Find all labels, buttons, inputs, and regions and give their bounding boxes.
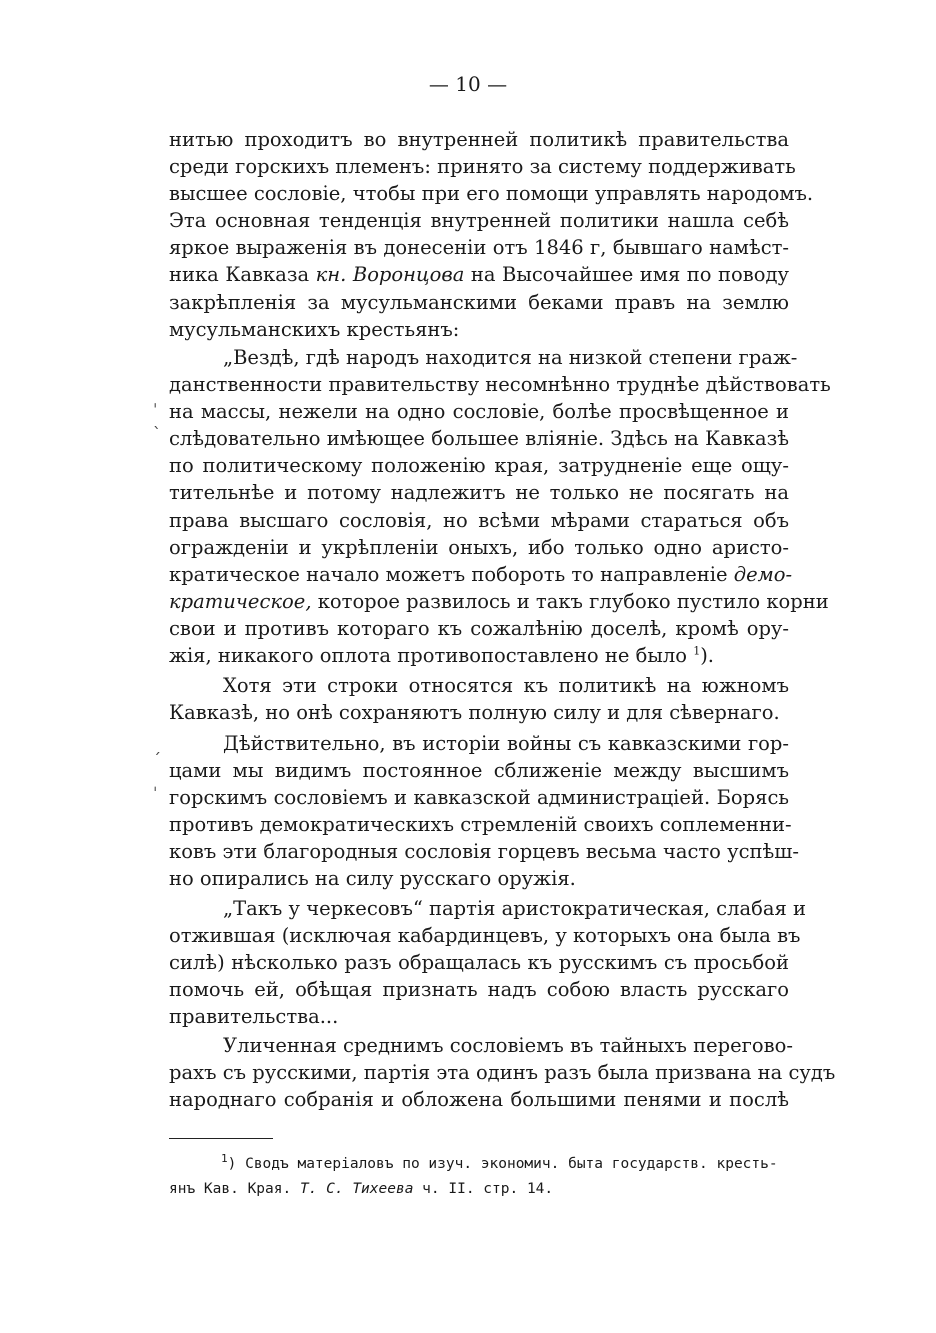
text-line: среди горскихъ племенъ: принято за систему поддерживать [169,155,796,179]
text-line [169,588,829,615]
text-line: горскимъ сословіемъ и кавказской администраціей. Борясь [169,786,789,810]
text-line: закрѣпленія за мусульманскими беками правъ на землю [169,290,789,314]
text-line: силѣ) нѣсколько разъ обращалась къ русскимъ съ просьбой [169,951,789,975]
text-line: на массы, нежели на одно сословіе, болѣе просвѣщенное и [169,400,789,424]
text-line: слѣдовательно имѣющее большее вліяніе. Здѣсь на Кавказѣ [169,427,789,451]
paragraph-3 [169,730,799,893]
text-line: народнаго собранія и обложена большими пенями и послѣ [169,1088,789,1112]
text-segment: ника Кавказа [169,263,316,287]
footnote [169,1152,789,1202]
footnote-line [169,1152,789,1177]
paragraph-5 [169,1032,836,1113]
text-line: Кавказѣ, но онѣ сохраняютъ полную силу и для сѣвернаго. [169,701,780,725]
paragraph-2 [169,672,789,726]
italic-name: Т. С. Тихеева [299,1181,414,1197]
text-segment: кратическое начало можетъ побороть то направленіе [169,562,734,586]
text-segment: ) Сводъ матеріаловъ по изуч. экономич. быта государств. кресть- [227,1156,778,1172]
paragraph-4 [169,895,806,1030]
text-line [169,261,789,288]
margin-mark: ˌ [153,390,158,409]
text-line: ковъ эти благородныя сословія горцевъ весьма часто успѣш- [169,840,799,864]
margin-mark: ˏ [153,736,161,755]
text-line: данственности правительству несомнѣнно труднѣе дѣйствовать [169,373,831,397]
text-line: тительнѣе и потому надлежитъ не только не посягать на [169,481,789,505]
text-line: высшее сословіе, чтобы при его помощи управлять народомъ. [169,182,814,206]
text-segment: ). [700,644,715,668]
italic-name: кн. Воронцова [315,263,465,287]
text-line: „Вездѣ, гдѣ народъ находится на низкой степени граж- [223,346,798,369]
text-line: „Такъ у черкесовъ“ партія аристократическая, слабая и [223,897,806,920]
text-line: мусульманскихъ крестьянъ: [169,317,460,341]
footnote-divider [169,1138,273,1139]
text-line: яркое выраженія въ донесеніи отъ 1846 г, бывшаго намѣст- [169,236,789,260]
text-line: правительства... [169,1005,339,1029]
text-line: Дѣйствительно, въ исторіи войны съ кавказскими гор- [223,732,789,755]
text-line [169,561,793,588]
footnote-number: 1 [221,1152,228,1166]
text-segment: янъ Кав. Края. [169,1181,300,1197]
text-line: нитью проходитъ во внутренней политикѣ правительства [169,128,789,151]
margin-mark: ˎ [153,410,161,429]
text-line: Эта основная тенденція внутренней политики нашла себѣ [169,209,789,233]
text-line: противъ демократическихъ стремленій своихъ соплеменни- [169,813,792,837]
footnote-ref[interactable]: 1 [693,644,701,658]
text-line: но опирались на силу русскаго оружія. [169,867,576,891]
text-segment: жія, никакого оплота противопоставлено не было [169,644,694,668]
text-line: свои и противъ котораго къ сожалѣнію доселѣ, кромѣ ору- [169,616,789,640]
quotation [169,344,831,669]
text-segment: которое развилось и такъ глубоко пустило корни [311,589,829,613]
text-line: огражденіи и укрѣпленіи оныхъ, ибо только одно аристо- [169,535,789,559]
text-line: отжившая (исключая кабардинцевъ, у которыхъ она была въ [169,924,801,948]
text-line: Хотя эти строки относятся къ политикѣ на южномъ [223,674,789,697]
italic-word: кратическое, [169,589,312,613]
text-line: цами мы видимъ постоянное сближеніе между высшимъ [169,759,789,783]
text-line: рахъ съ русскими, партія эта одинъ разъ была призвана на судъ [169,1061,836,1085]
margin-mark: ˈ [153,784,158,803]
text-line: Уличенная среднимъ сословіемъ въ тайныхъ перегово- [223,1034,793,1057]
text-line: помочь ей, обѣщая признать надъ собою власть русскаго [169,978,789,1002]
text-segment: на Высочайшее имя по поводу [464,263,789,287]
text-line [169,642,789,669]
page-number: — 10 — [428,72,508,96]
text-line: права высшаго сословія, но всѣми мѣрами стараться объ [169,508,789,532]
footnote-line [169,1177,789,1202]
text-line: по политическому положенію края, затрудненіе еще ощу- [169,454,789,478]
italic-word: демо- [733,562,793,586]
paragraph-1 [169,126,814,343]
text-segment: ч. II. стр. 14. [413,1181,554,1197]
